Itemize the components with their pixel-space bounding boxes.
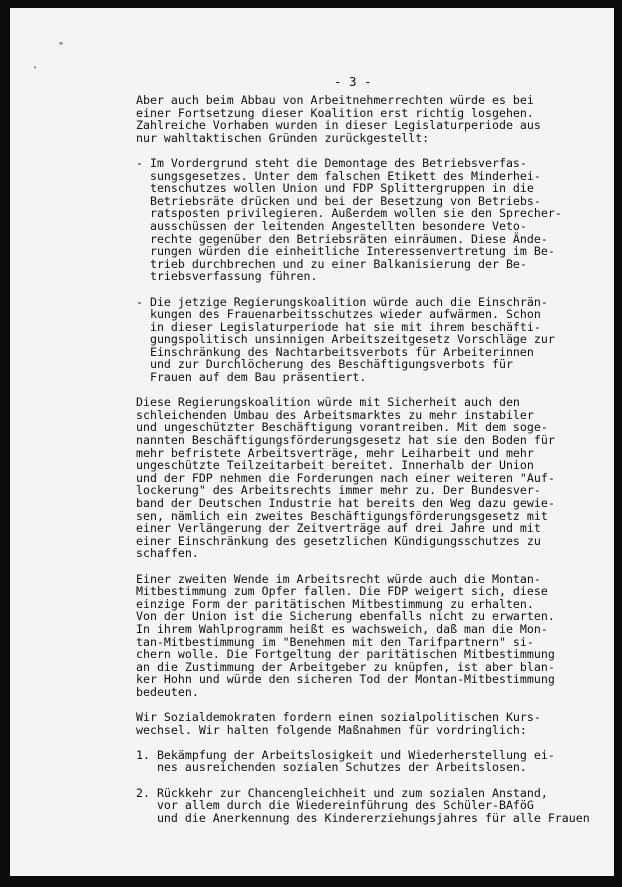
paragraph — [136, 157, 590, 283]
paragraph — [136, 787, 590, 825]
text-line: ausschüssen der leitenden Angestellten besondere Veto- — [136, 218, 527, 233]
paragraph — [136, 296, 590, 384]
text-line: chern wolle. Die Fortgeltung der paritätischen Mitbestimmung — [136, 647, 555, 662]
text-line: einer Einschränkung des gesetzlichen Kündigungsschutzes zu — [136, 533, 541, 548]
text-line: bedeuten. — [136, 684, 199, 699]
text-line: nannten Beschäftigungsförderungsgesetz hat sie den Boden für — [136, 433, 555, 448]
text-line: In ihrem Wahlprogramm heißt es wachsweich, daß man die Mon- — [136, 621, 548, 636]
text-line: rungen würden die einheitliche Interessenvertretung im Be- — [136, 244, 555, 259]
text-line: tan-Mitbestimmung im "Benehmen mit den Tarifpartnern" si- — [136, 634, 534, 649]
text-line: wechsel. Wir halten folgende Maßnahmen für vordringlich: — [136, 722, 527, 737]
text-line: vor allem durch die Wiedereinführung des Schüler-BAföG — [136, 798, 534, 813]
text-line: triebsverfassung führen. — [136, 269, 318, 284]
text-line: Aber auch beim Abbau von Arbeitnehmerrechten würde es bei — [136, 93, 534, 107]
text-line: nes ausreichenden sozialen Schutzes der Arbeitslosen. — [136, 760, 527, 775]
text-line: sen, nämlich ein zweites Beschäftigungsförderungsgesetz mit — [136, 508, 548, 523]
text-line: Einer zweiten Wende im Arbeitsrecht würde auch die Montan- — [136, 571, 541, 586]
text-line: Diese Regierungskoalition würde mit Sicherheit auch den — [136, 395, 520, 410]
text-line: tenschutzes wollen Union und FDP Splittergruppen in die — [136, 181, 534, 196]
text-line: Mitbestimmung zum Opfer fallen. Die FDP weigert sich, diese — [136, 584, 548, 599]
text-line: schleichenden Umbau des Arbeitsmarktes zu mehr instabiler — [136, 407, 534, 422]
text-line: trieb durchbrechen und zu einer Balkanisierung der Be- — [136, 256, 527, 271]
text-line: Wir Sozialdemokraten fordern einen sozialpolitischen Kurs- — [136, 710, 541, 725]
text-line: mehr befristete Arbeitsverträge, mehr Leiharbeit und mehr — [136, 445, 534, 460]
text-line: ker Hohn und würde den sicheren Tod der Montan-Mitbestimmung — [136, 672, 555, 687]
text-line: schaffen. — [136, 546, 199, 561]
text-line: Frauen auf dem Bau präsentiert. — [136, 370, 367, 385]
document-body — [136, 94, 590, 824]
text-line: 2. Rückkehr zur Chancengleichheit und zum sozialen Anstand, — [136, 785, 548, 800]
text-line: nur wahltaktischen Gründen zurückgestellt: — [136, 130, 430, 145]
text-line: 1. Bekämpfung der Arbeitslosigkeit und Wiederherstellung ei- — [136, 747, 555, 762]
paragraph — [136, 396, 590, 560]
margin-mark: ' — [32, 65, 39, 76]
paragraph — [136, 711, 590, 736]
text-line: und zur Durchlöcherung des Beschäftigungsverbots für — [136, 357, 513, 372]
text-line: ungeschützte Teilzeitarbeit bereitet. Innerhalb der Union — [136, 458, 534, 473]
text-line: Zahlreiche Vorhaben wurden in dieser Legislaturperiode aus — [136, 118, 541, 133]
paragraph-gap — [136, 736, 590, 749]
text-line: Von der Union ist die Sicherung ebenfalls nicht zu erwarten. — [136, 609, 555, 624]
page-number: - 3 - — [334, 74, 372, 89]
text-line: und ungeschützter Beschäftigung vorantreiben. Mit dem soge- — [136, 420, 548, 435]
paragraph — [136, 749, 590, 774]
text-line: - Die jetzige Regierungskoalition würde auch die Einschrän- — [136, 294, 548, 309]
text-line: an die Zustimmung der Arbeitgeber zu knüpfen, ist aber blan- — [136, 659, 555, 674]
text-line: - Im Vordergrund steht die Demontage des Betriebsverfas- — [136, 155, 527, 170]
text-line: und der FDP nehmen die Forderungen nach einer weiteren "Auf- — [136, 470, 555, 485]
text-line: sungsgesetzes. Unter dem falschen Etikett des Minderhei- — [136, 168, 541, 183]
text-line: und die Anerkennung des Kindererziehungsjahres für alle Frauen — [136, 810, 590, 825]
text-line: lockerung" des Arbeitsrechts immer mehr zu. Der Bundesver- — [136, 483, 541, 498]
text-line: einer Fortsetzung dieser Koalition erst richtig losgehen. — [136, 105, 534, 120]
text-line: rechte gegenüber den Betriebsräten einräumen. Diese Ände- — [136, 231, 548, 246]
text-line: in dieser Legislaturperiode hat sie mit ihrem beschäfti- — [136, 319, 541, 334]
margin-mark: " — [58, 41, 65, 52]
text-line: Einschränkung des Nachtarbeitsverbots für Arbeiterinnen — [136, 344, 534, 359]
paragraph-gap — [136, 774, 590, 787]
text-line: einzige Form der paritätischen Mitbestimmung zu erhalten. — [136, 596, 534, 611]
paragraph — [136, 573, 590, 699]
text-line: gungspolitisch unsinnigen Arbeitszeitgesetz Vorschläge zur — [136, 332, 555, 347]
text-line: einer Verlängerung der Zeitverträge auf drei Jahre und mit — [136, 521, 541, 536]
text-line: band der Deutschen Industrie hat bereits den Weg dazu gewie- — [136, 496, 555, 510]
paragraph — [136, 94, 590, 144]
text-line: kungen des Frauenarbeitsschutzes wieder aufwärmen. Schon — [136, 307, 541, 322]
paragraph-gap — [136, 283, 590, 296]
text-line: ratsposten privilegieren. Außerdem wollen sie den Sprecher- — [136, 206, 562, 221]
paragraph-gap — [136, 560, 590, 573]
text-line: Betriebsräte drücken und bei der Besetzung von Betriebs- — [136, 193, 541, 208]
